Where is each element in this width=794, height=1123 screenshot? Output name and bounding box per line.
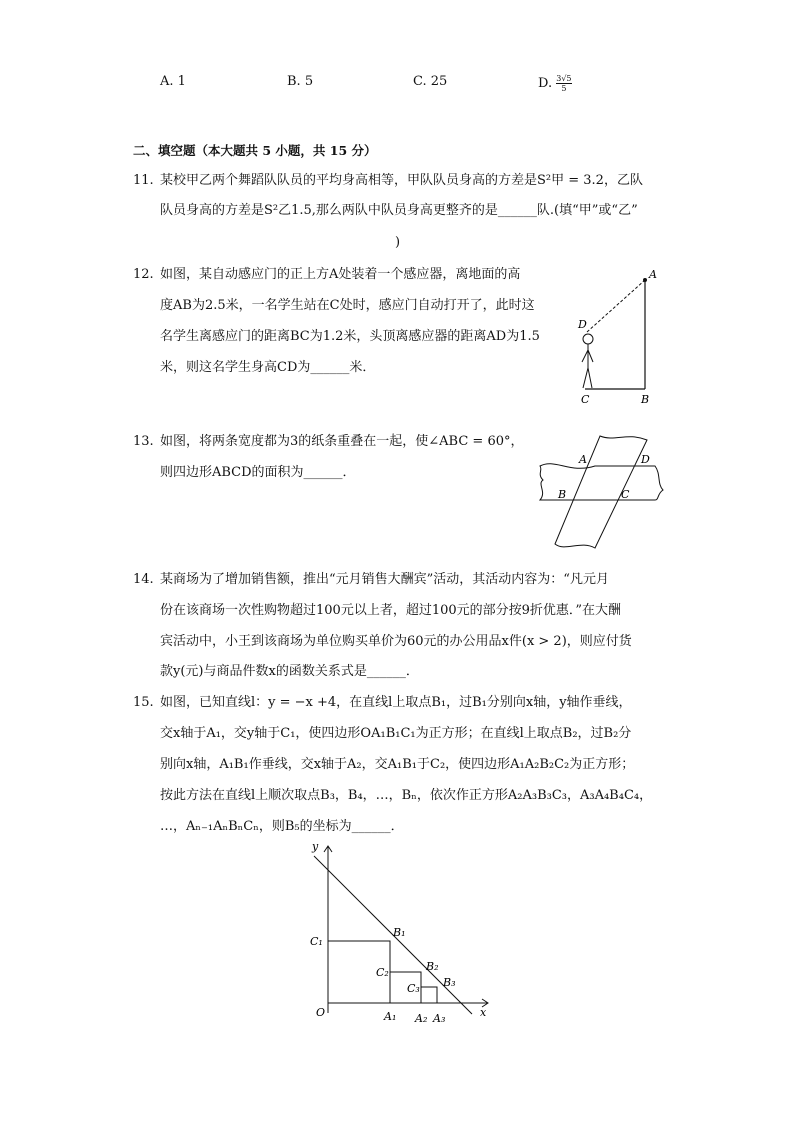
q11-line2: 队员身高的方差是S²乙1.5,那么两队中队员身高更整齐的是______队.(填“甲”或“乙” (160, 203, 638, 218)
option-d-fraction (556, 74, 571, 93)
q12-line1: 如图，某自动感应门的正上方A处装着一个感应器，离地面的高 (160, 267, 521, 282)
label-a2: A₂ (415, 1012, 428, 1025)
q13-figure (535, 428, 665, 558)
label-d: D (641, 453, 650, 466)
q14-line1: 某商场为了增加销售额，推出“元月销售大酬宾”活动，其活动内容为：“凡元月 (160, 572, 609, 587)
q13-line2: 则四边形ABCD的面积为______． (160, 465, 356, 480)
q15-line5: …，Aₙ₋₁AₙBₙCₙ，则B₅的坐标为______． (160, 819, 404, 834)
q12-figure (570, 262, 670, 407)
label-b: B (558, 488, 567, 501)
label-b: B (641, 393, 650, 406)
q15-line3: 别向x轴，A₁B₁作垂线，交x轴于A₂，交A₁B₁于C₂，使四边形A₁A₂B₂C₂为正方形； (160, 757, 635, 772)
q14-line3: 宾活动中，小王到该商场为单位购买单价为60元的办公用品x件(x > 2)，则应付货 (160, 634, 632, 649)
q15-line1: 如图，已知直线l：y = −x +4，在直线l上取点B₁，过B₁分别向x轴，y轴作垂线， (160, 695, 632, 710)
label-a1: A₁ (384, 1010, 397, 1023)
q11-line1: 某校甲乙两个舞蹈队队员的平均身高相等，甲队队员身高的方差是S²甲 = 3.2，乙队 (160, 173, 643, 188)
label-c1: C₁ (310, 935, 323, 948)
q11-number: 11. (133, 173, 154, 188)
section-title: 二、填空题（本大题共 5 小题，共 15 分） (133, 143, 377, 158)
q15-number: 15. (133, 695, 154, 710)
label-b3: B₃ (443, 976, 456, 989)
label-a3: A₃ (433, 1012, 446, 1025)
q15-line4: 按此方法在直线l上顺次取点B₃，B₄，…，Bₙ，依次作正方形A₂A₃B₃C₃，A₃A₄B₄C₄， (160, 788, 653, 803)
q12-line2: 度AB为2.5米，一名学生站在C处时，感应门自动打开了，此时这 (160, 298, 535, 313)
label-c: C (581, 393, 590, 406)
fraction-numerator: 3√5 (556, 74, 572, 83)
label-b1: B₁ (393, 926, 406, 939)
q14-number: 14. (133, 572, 154, 587)
q12-line3: 名学生离感应门的距离BC为1.2米，头顶离感应器的距离AD为1.5 (160, 329, 540, 344)
q15-figure (300, 838, 500, 1028)
option-a: A. 1 (160, 74, 186, 89)
label-d: D (578, 318, 587, 331)
label-a: A (579, 453, 587, 466)
q14-line4: 款y(元)与商品件数x的函数关系式是______． (160, 664, 419, 679)
option-b: B. 5 (287, 74, 314, 89)
option-c: C. 25 (413, 74, 448, 89)
label-b2: B₂ (426, 960, 439, 973)
q14-line2: 份在该商场一次性购物超过100元以上者，超过100元的部分按9折优惠．”在大酬 (160, 603, 622, 618)
q12-line4: 米，则这名学生身高CD为______米． (160, 360, 376, 375)
label-y: y (312, 840, 319, 853)
q13-line1: 如图，将两条宽度都为3的纸条重叠在一起，使∠ABC = 60°， (160, 434, 524, 449)
student-figure (582, 334, 593, 388)
q11-line3: ) (395, 235, 401, 250)
q12-number: 12. (133, 267, 154, 282)
q15-line2: 交x轴于A₁，交y轴于C₁，使四边形OA₁B₁C₁为正方形；在直线l上取点B₂，过B₂分 (160, 726, 632, 741)
fraction-denominator: 5 (556, 83, 571, 93)
q13-number: 13. (133, 434, 154, 449)
label-o: O (316, 1006, 326, 1019)
square-3 (421, 987, 437, 1003)
option-d (538, 74, 572, 93)
label-c: C (621, 488, 630, 501)
slanted-strip (555, 436, 647, 548)
label-c2: C₂ (376, 966, 389, 979)
sight-dashed-line (587, 280, 645, 332)
label-x: x (480, 1006, 487, 1019)
option-d-prefix: D. (538, 76, 553, 91)
sensor-dot (643, 278, 647, 282)
label-c3: C₃ (407, 982, 420, 995)
label-a: A (649, 268, 657, 281)
